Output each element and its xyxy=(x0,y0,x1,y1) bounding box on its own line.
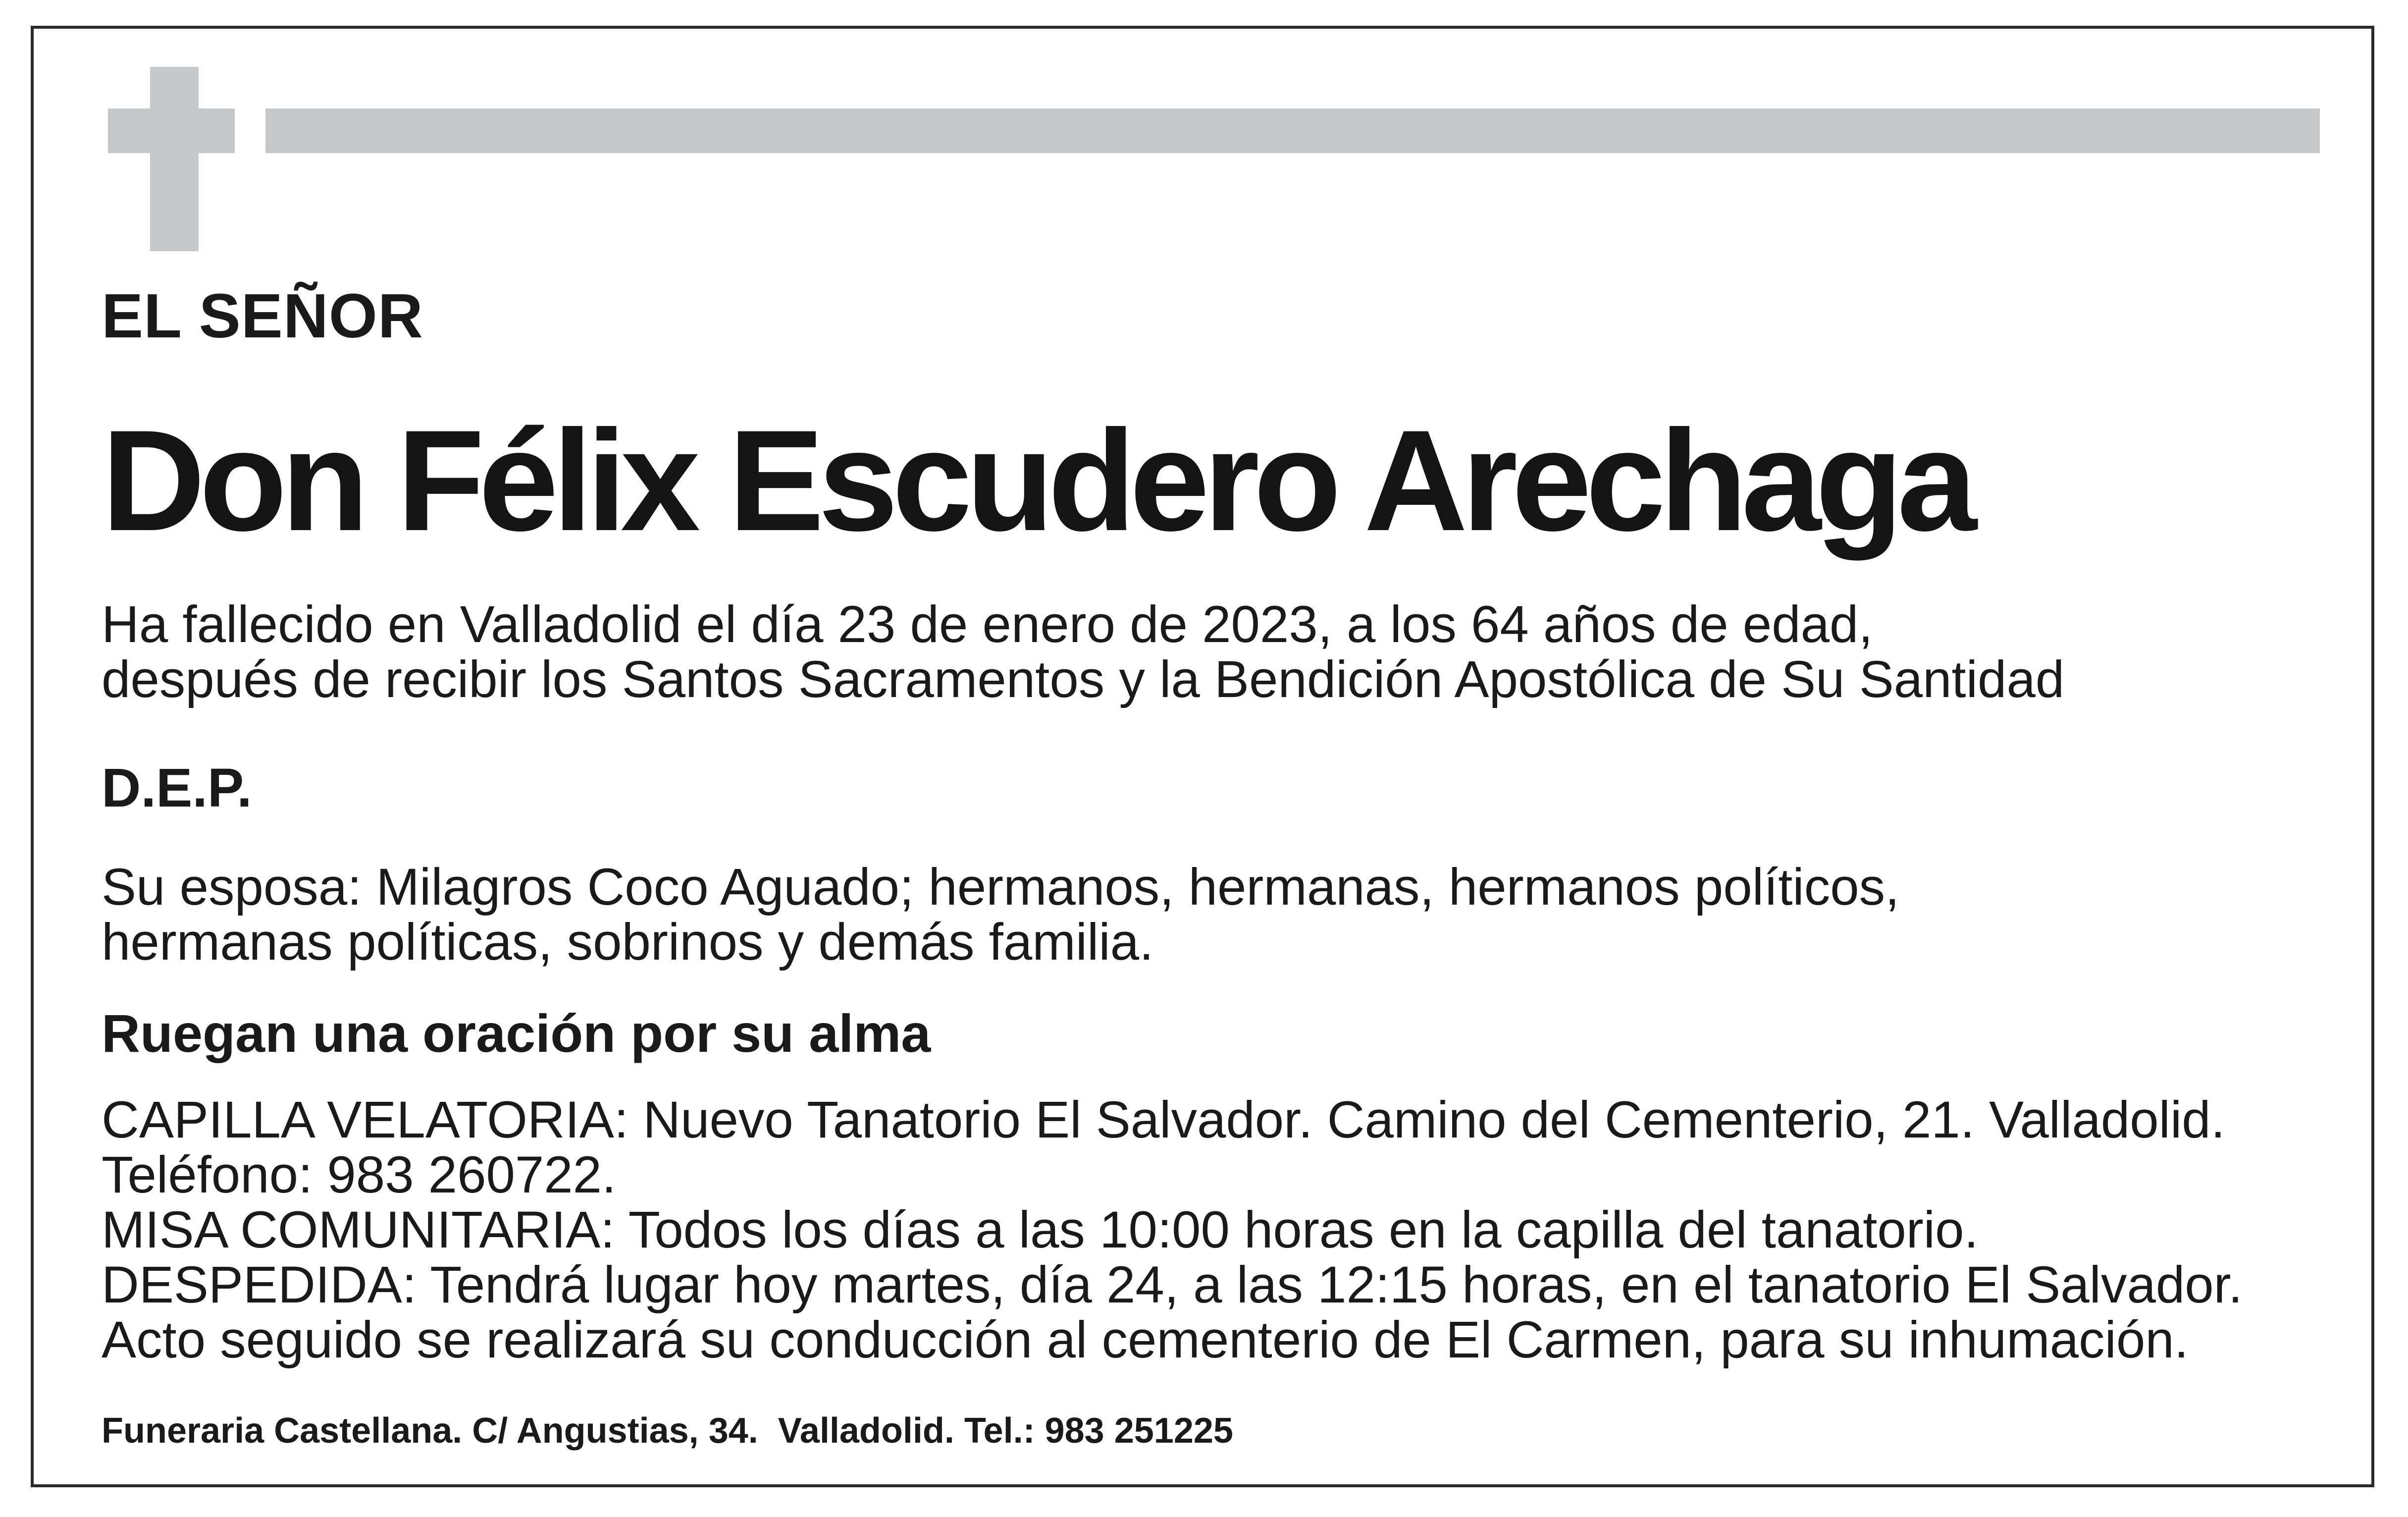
prayer-request: Ruegan una oración por su alma xyxy=(102,1003,931,1063)
family-list xyxy=(102,860,1899,970)
funeral-home-footer: Funeraria Castellana. C/ Angustias, 34. Valladolid. Tel.: 983 251225 xyxy=(102,1411,1233,1451)
family-line: hermanas políticas, sobrinos y demás familia. xyxy=(102,913,1154,971)
death-info xyxy=(102,597,2064,707)
service-line-phone: Teléfono: 983 260722. xyxy=(102,1146,617,1204)
deceased-name: Don Félix Escudero Arechaga xyxy=(102,400,1971,561)
family-line: Su esposa: Milagros Coco Aguado; hermanos, hermanas, hermanos políticos, xyxy=(102,858,1900,916)
death-info-line: después de recibir los Santos Sacramentos y la Bendición Apostólica de Su Santidad xyxy=(102,650,2065,708)
service-line-mass: MISA COMUNITARIA: Todos los días a las 10:00 horas en la capilla del tanatorio. xyxy=(102,1201,1979,1259)
cross-icon-crossbar xyxy=(108,108,235,153)
service-details xyxy=(102,1092,2243,1367)
cross-icon xyxy=(150,67,199,251)
dep-label: D.E.P. xyxy=(102,758,252,818)
header-divider-bar xyxy=(265,108,2320,153)
service-line-farewell: DESPEDIDA: Tendrá lugar hoy martes, día 24, a las 12:15 horas, en el tanatorio El Salvador. xyxy=(102,1256,2243,1314)
service-line-burial: Acto seguido se realizará su conducción al cementerio de El Carmen, para su inhumación. xyxy=(102,1311,2189,1369)
title-label: EL SEÑOR xyxy=(102,281,423,351)
death-info-line: Ha fallecido en Valladolid el día 23 de enero de 2023, a los 64 años de edad, xyxy=(102,596,1873,653)
service-line-chapel: CAPILLA VELATORIA: Nuevo Tanatorio El Salvador. Camino del Cementerio, 21. Valladolid. xyxy=(102,1091,2225,1149)
